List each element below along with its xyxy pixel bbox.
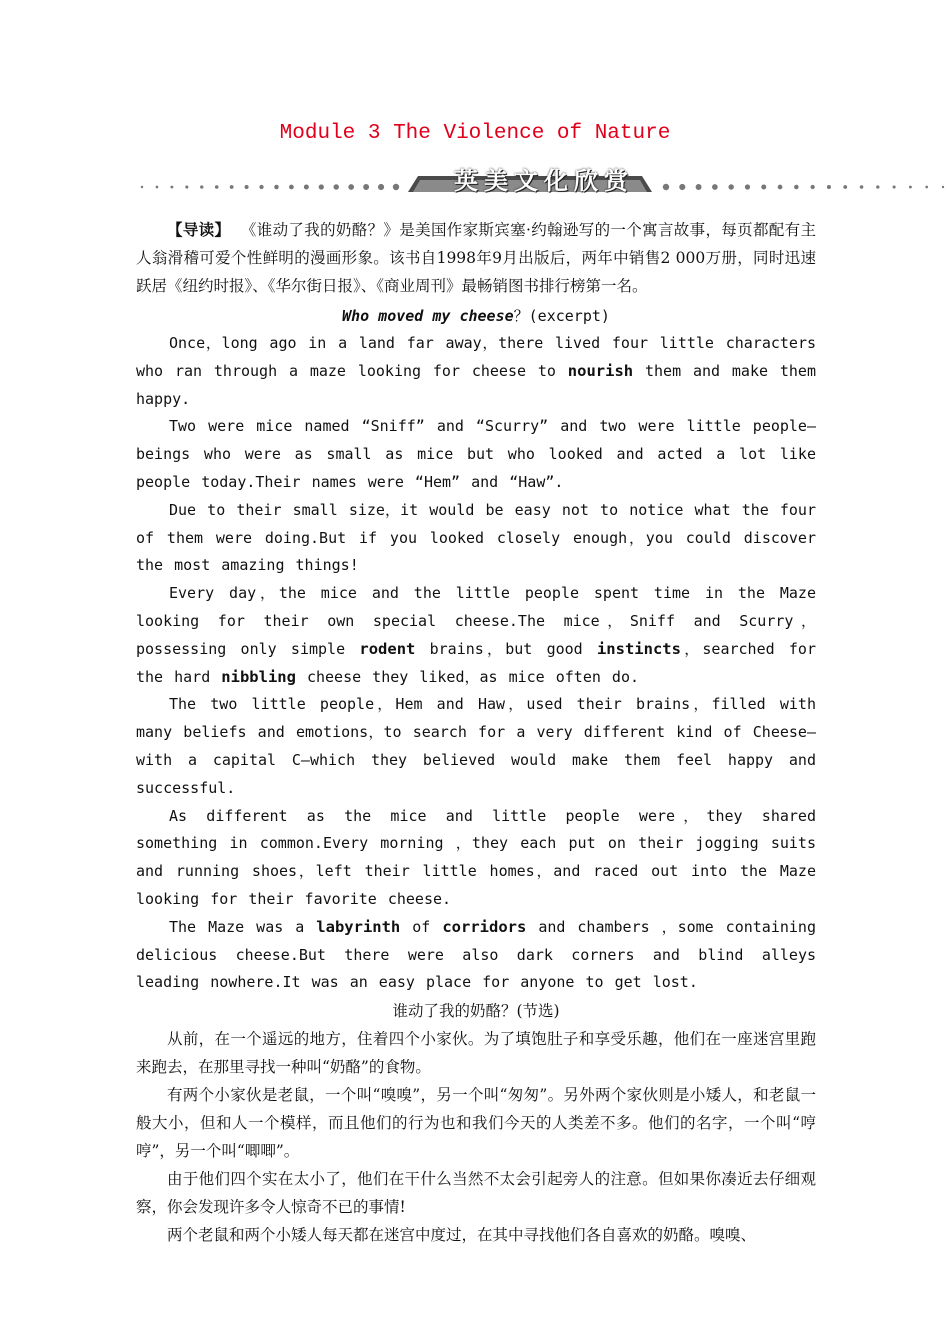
english-text: brains，but good bbox=[415, 639, 597, 658]
vocabulary-word: corridors bbox=[442, 917, 527, 936]
chinese-paragraph: 从前，在一个遥远的地方，住着四个小家伙。为了填饱肚子和享受乐趣，他们在一座迷宫里跑来跑去，在那里寻找一种叫“奶酪”的食物。 bbox=[136, 1030, 816, 1077]
vocabulary-word: rodent bbox=[359, 639, 416, 658]
section-banner bbox=[138, 166, 950, 200]
intro-label: 【导读】 bbox=[167, 220, 231, 239]
document-body bbox=[136, 216, 816, 1249]
english-paragraph bbox=[136, 691, 816, 802]
english-paragraph bbox=[136, 413, 816, 496]
module-title: Module 3 The Violence of Nature bbox=[279, 122, 671, 145]
english-paragraph bbox=[136, 914, 816, 997]
intro-paragraph bbox=[136, 216, 816, 300]
english-text: As different as the mice and little people were，they shared something in common.Every morning ，they each put on their jogging suits and running shoes，left their little homes，and raced out into the Maze looking for their favorite cheese. bbox=[136, 806, 816, 908]
english-title-italic: Who moved my cheese bbox=[342, 307, 514, 325]
english-text: Once，long ago in a land far away，there lived four little characters who ran through a maze looking for cheese to bbox=[136, 334, 816, 380]
english-text: Every day，the mice and the little people spent time in the Maze looking for their own special cheese.The mice，Sniff and Scurry，possessing only simple bbox=[136, 584, 816, 658]
vocabulary-word: nibbling bbox=[221, 667, 296, 686]
vocabulary-word: labyrinth bbox=[316, 917, 401, 936]
english-text: ，searched for the hard bbox=[136, 639, 816, 686]
english-text: and chambers ，some containing delicious cheese.But there were also dark corners and blind alleys leading nowhere.It was an easy place for anyone to get lost. bbox=[136, 917, 816, 992]
chinese-paragraph: 两个老鼠和两个小矮人每天都在迷宫中度过，在其中寻找他们各自喜欢的奶酪。嗅嗅、 bbox=[167, 1226, 757, 1245]
english-paragraph bbox=[136, 580, 816, 691]
english-paragraph bbox=[136, 330, 816, 413]
vocabulary-word: instincts bbox=[596, 639, 681, 658]
chinese-excerpt bbox=[136, 1025, 816, 1249]
intro-text: 《谁动了我的奶酪？》是美国作家斯宾塞·约翰逊写的一个寓言故事，每页都配有主人翁滑稽可爱个性鲜明的漫画形象。该书自1998年9月出版后，两年中销售2 000万册，同时迅速跃居《纽约时报》、《华尔街日报》、《商业周刊》最畅销图书排行榜第一名。 bbox=[136, 221, 816, 295]
chinese-title: 谁动了我的奶酪？(节选) bbox=[392, 1002, 560, 1021]
chinese-paragraph: 有两个小家伙是老鼠，一个叫“嗅嗅”，另一个叫“匆匆”。另外两个家伙则是小矮人，和老鼠一般大小，但和人一个模样，而且他们的行为也和我们今天的人类差不多。他们的名字，一个叫“哼哼”，另一个叫“唧唧”。 bbox=[136, 1086, 816, 1161]
banner-title: 英美文化欣赏 bbox=[454, 167, 634, 195]
english-text: them and make them happy. bbox=[136, 361, 816, 408]
english-text: Two were mice named “Sniff” and “Scurry” and two were little people—beings who were as small as mice but who looked and acted a lot like people today.Their names were “Hem” and “Haw”. bbox=[136, 417, 816, 491]
vocabulary-word: nourish bbox=[567, 361, 634, 380]
english-text: of bbox=[400, 917, 443, 936]
english-title bbox=[136, 302, 816, 330]
english-text: The two little people，Hem and Haw，used their brains，filled with many beliefs and emotions，to search for a very different kind of Cheese—with a capital C—which they believed would make them feel happy and successful. bbox=[136, 695, 816, 797]
english-text: The Maze was a bbox=[169, 917, 317, 936]
chinese-paragraph: 由于他们四个实在太小了，他们在干什么当然不太会引起旁人的注意。但如果你凑近去仔细观察，你会发现许多令人惊奇不已的事情! bbox=[136, 1170, 816, 1217]
english-paragraph bbox=[136, 497, 816, 580]
english-text: cheese they liked，as mice often do. bbox=[295, 667, 640, 686]
english-title-rest: ？(excerpt) bbox=[513, 307, 610, 325]
english-text: Due to their small size，it would be easy not to notice what the four of them were doing.But if you looked closely enough，you could discover the most amazing things! bbox=[136, 500, 816, 575]
english-paragraph bbox=[136, 803, 816, 914]
english-excerpt bbox=[136, 330, 816, 997]
